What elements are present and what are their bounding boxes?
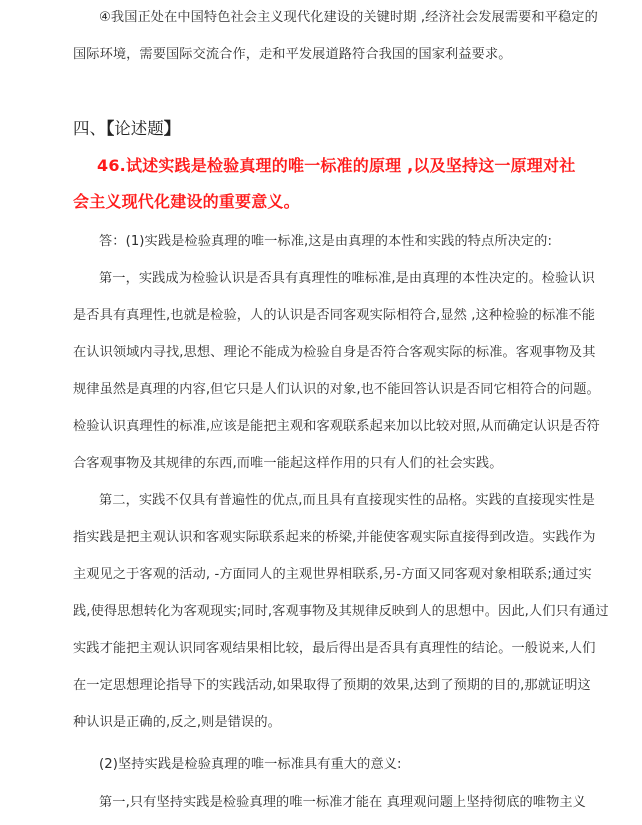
answer-line-9: 指实践是把主观认识和客观实际联系起来的桥梁,并能使客观实际直接得到改造。实践作为 (73, 530, 596, 545)
answer-line-14: 种认识是正确的,反之,则是错误的。 (73, 715, 281, 730)
bracket-open: 【 (106, 119, 115, 138)
question-line-2: 会主义现代化建设的重要意义。 (73, 192, 300, 211)
answer-line-7: 合客观事物及其规律的东西,而唯一能起这样作用的只有人们的社会实践。 (73, 456, 503, 471)
answer-line-12: 实践才能把主观认识同客观结果相比较，最后得出是否具有真理性的结论。一般说来,人们 (73, 641, 596, 656)
section-heading (73, 118, 180, 140)
answer-line-5: 规律虽然是真理的内容,但它只是人们认识的对象,也不能回答认识是否同它相符合的问题。 (73, 382, 600, 397)
bracket-close: 】 (163, 119, 181, 138)
intro-line-1: ④我国正处在中国特色社会主义现代化建设的关键时期 ,经济社会发展需要和平稳定的 (99, 10, 598, 25)
answer-line-1: 答：(1)实践是检验真理的唯一标准,这是由真理的本性和实践的特点所决定的: (99, 234, 553, 249)
answer-line-11: 践,使得思想转化为客观现实;同时,客观事物及其规律反映到人的思想中。因此,人们只有通过 (73, 604, 609, 619)
intro-line-2: 国际环境，需要国际交流合作，走和平发展道路符合我国的国家利益要求。 (73, 47, 512, 62)
answer-line-4: 在认识领域内寻找,思想、理论不能成为检验自身是否符合客观实际的标准。客观事物及其 (73, 345, 596, 360)
answer-line-8: 第二，实践不仅具有普遍性的优点,而且具有直接现实性的品格。实践的直接现实性是 (99, 493, 595, 508)
answer-line-15: (2)坚持实践是检验真理的唯一标准具有重大的意义: (99, 757, 402, 772)
section-title: 论述题 (114, 119, 164, 138)
question-line-1: 46.试述实践是检验真理的唯一标准的原理 ,以及坚持这一原理对社 (97, 156, 576, 175)
section-prefix: 四、 (73, 119, 106, 138)
answer-line-2: 第一，实践成为检验认识是否具有真理性的唯标准,是由真理的本性决定的。检验认识 (99, 271, 595, 286)
answer-line-10: 主观见之于客观的活动, -方面同人的主观世界相联系,另-方面又同客观对象相联系;通过实 (73, 567, 592, 582)
answer-line-13: 在一定思想理论指导下的实践活动,如果取得了预期的效果,达到了预期的目的,那就证明这 (73, 678, 591, 693)
answer-line-6: 检验认识真理性的标准,应该是能把主观和客观联系起来加以比较对照,从而确定认识是否符 (73, 419, 600, 434)
answer-line-16: 第一,只有坚持实践是检验真理的唯一标准才能在 真理观问题上坚持彻底的唯物主义 (99, 795, 586, 810)
answer-line-3: 是否具有真理性,也就是检验，人的认识是否同客观实际相符合,显然 ,这种检验的标准不能 (73, 308, 596, 323)
